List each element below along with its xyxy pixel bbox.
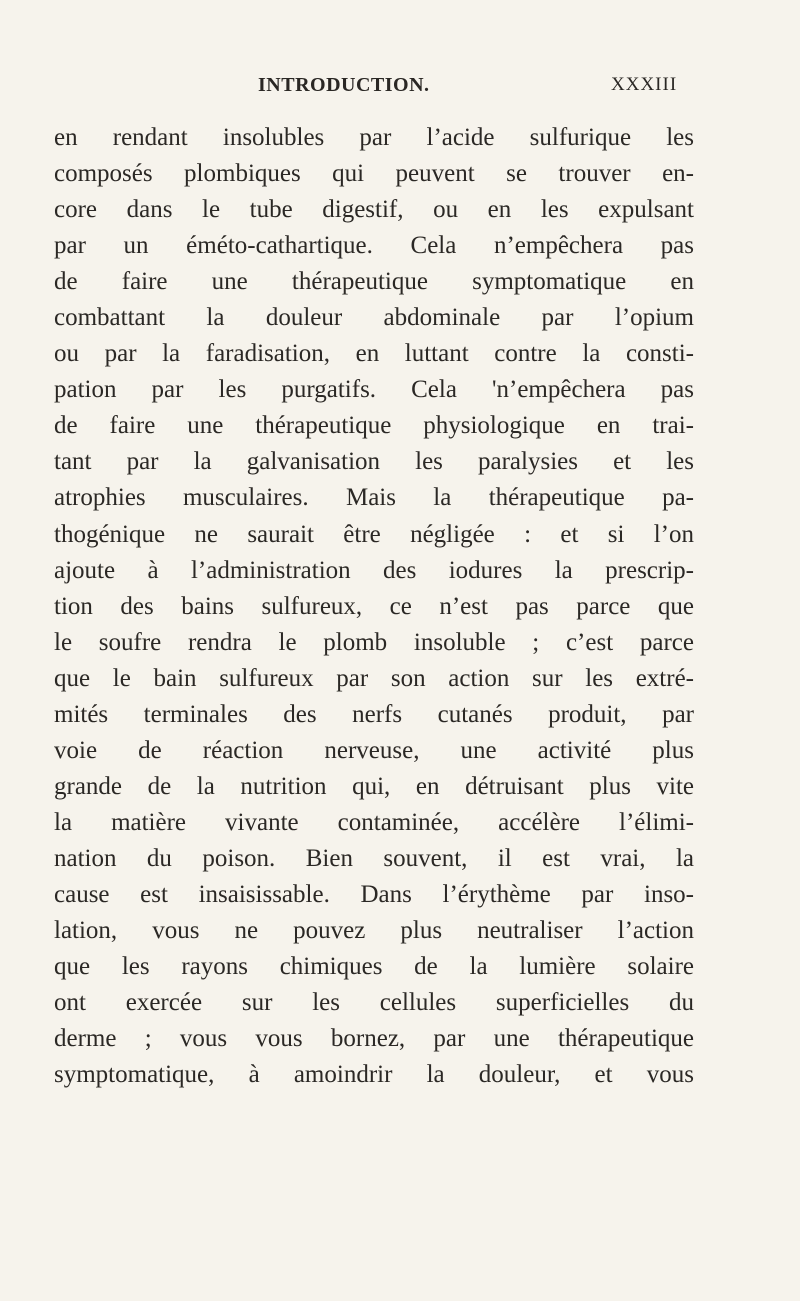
text-line: pation par les purgatifs. Cela 'n’empêchera pas <box>54 376 694 404</box>
text-line: voie de réaction nerveuse, une activité plus <box>54 736 694 764</box>
text-line: symptomatique, à amoindrir la douleur, et vous <box>54 1061 694 1089</box>
text-line: atrophies musculaires. Mais la thérapeutique pa- <box>54 484 694 512</box>
body-text <box>54 120 694 1093</box>
text-line: de faire une thérapeutique physiologique en trai- <box>54 412 694 440</box>
text-line: cause est insaisissable. Dans l’érythème par inso- <box>54 880 694 908</box>
text-line: le soufre rendra le plomb insoluble ; c’est parce <box>54 628 694 656</box>
text-line: tion des bains sulfureux, ce n’est pas parce que <box>54 592 694 620</box>
running-title: INTRODUCTION. <box>258 74 430 96</box>
text-line: grande de la nutrition qui, en détruisant plus vite <box>54 772 694 800</box>
text-line: tant par la galvanisation les paralysies et les <box>54 448 694 476</box>
text-line: thogénique ne saurait être négligée : et si l’on <box>54 520 694 548</box>
page-number: XXXIII <box>611 74 678 95</box>
text-line: ou par la faradisation, en luttant contre la consti- <box>54 340 694 368</box>
text-line: combattant la douleur abdominale par l’opium <box>54 304 694 332</box>
text-line: la matière vivante contaminée, accélère l’élimi- <box>54 808 694 836</box>
text-line: nation du poison. Bien souvent, il est vrai, la <box>54 844 694 872</box>
text-line: de faire une thérapeutique symptomatique en <box>54 268 694 296</box>
text-line: core dans le tube digestif, ou en les expulsant <box>54 196 694 224</box>
text-line: par un éméto-cathartique. Cela n’empêchera pas <box>54 232 694 260</box>
running-head <box>0 74 800 104</box>
text-line: que les rayons chimiques de la lumière solaire <box>54 953 694 981</box>
text-line: que le bain sulfureux par son action sur les extré- <box>54 664 694 692</box>
text-line: ont exercée sur les cellules superficielles du <box>54 989 694 1017</box>
text-line: mités terminales des nerfs cutanés produit, par <box>54 700 694 728</box>
text-line: ajoute à l’administration des iodures la prescrip- <box>54 556 694 584</box>
text-line: derme ; vous vous bornez, par une thérapeutique <box>54 1025 694 1053</box>
text-line: composés plombiques qui peuvent se trouver en- <box>54 160 694 188</box>
text-line: en rendant insolubles par l’acide sulfurique les <box>54 124 694 151</box>
text-line: lation, vous ne pouvez plus neutraliser l’action <box>54 917 694 945</box>
